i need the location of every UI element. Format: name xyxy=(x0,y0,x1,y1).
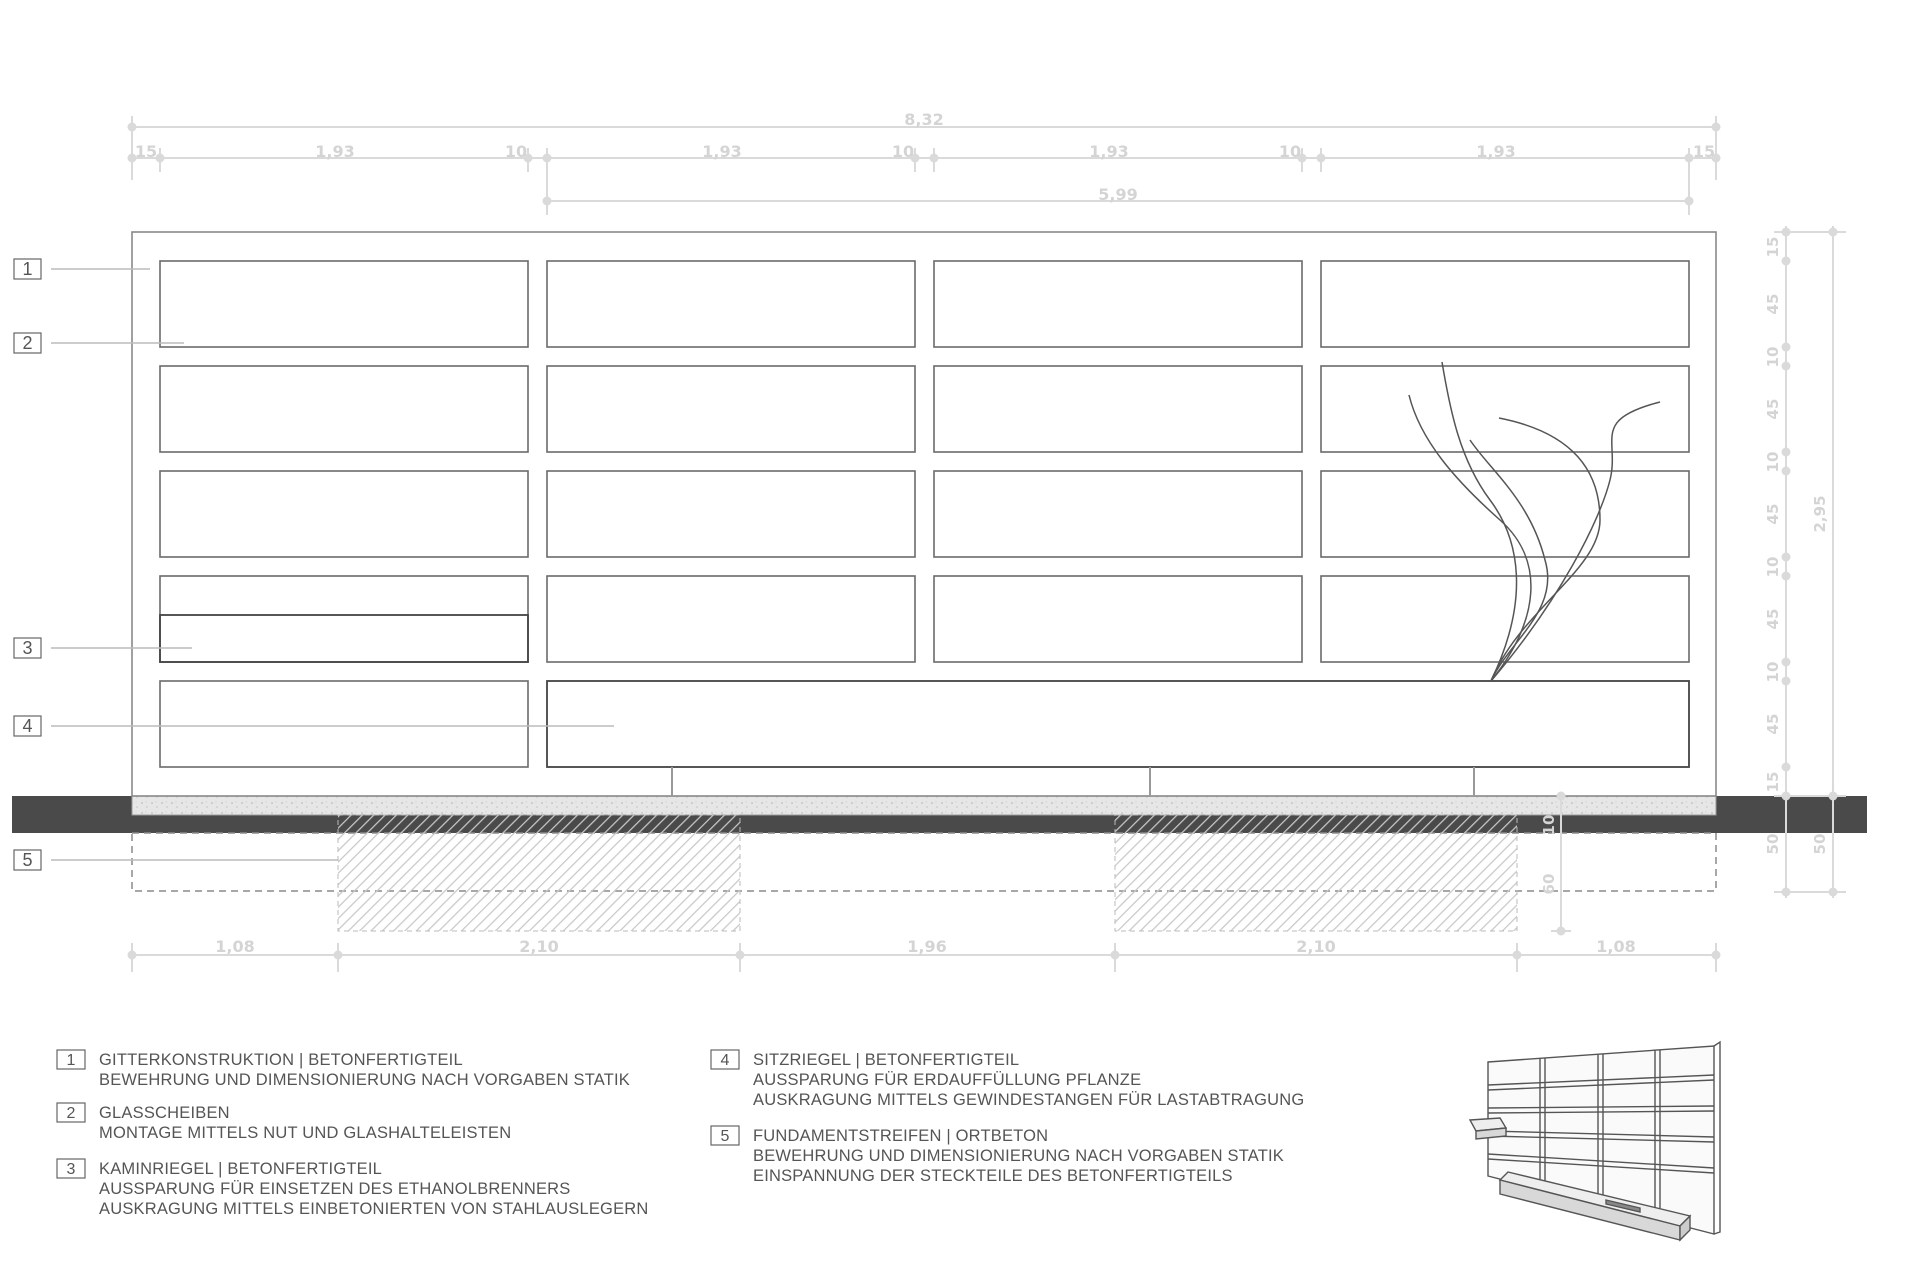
svg-text:EINSPANNUNG DER STECKTEILE DES: EINSPANNUNG DER STECKTEILE DES BETONFERTIGTEILS xyxy=(753,1167,1233,1185)
dim-gap-2: 10 xyxy=(891,142,915,161)
svg-text:GITTERKONSTRUKTION | BETONFERT: GITTERKONSTRUKTION | BETONFERTIGTEIL xyxy=(99,1051,463,1069)
dim-bench-depth: 60 xyxy=(1540,873,1558,895)
svg-text:BEWEHRUNG UND DIMENSIONIERUNG: BEWEHRUNG UND DIMENSIONIERUNG NACH VORGABEN STATIK xyxy=(99,1071,631,1089)
svg-text:BEWEHRUNG UND DIMENSIONIERUNG: BEWEHRUNG UND DIMENSIONIERUNG NACH VORGABEN STATIK xyxy=(753,1147,1285,1165)
legend-item-4 xyxy=(711,1050,1304,1109)
dim-row-9: 10 xyxy=(1764,661,1782,683)
dim-row-3: 10 xyxy=(1764,346,1782,368)
dim-bottom-1: 1,08 xyxy=(215,937,255,956)
top-dimension-lines xyxy=(128,116,1720,215)
legend-item-2 xyxy=(57,1103,511,1142)
wall-frame xyxy=(132,232,1716,796)
dim-row-4: 45 xyxy=(1764,398,1782,420)
dim-bottom-5: 1,08 xyxy=(1596,937,1636,956)
svg-text:1: 1 xyxy=(66,1052,76,1069)
svg-text:AUSKRAGUNG MITTELS GEWINDESTAN: AUSKRAGUNG MITTELS GEWINDESTANGEN FÜR LASTABTRAGUNG xyxy=(753,1091,1305,1109)
perspective-sketch xyxy=(1470,1042,1720,1240)
dim-bottom-3: 1,96 xyxy=(907,937,947,956)
dim-edge-left: 15 xyxy=(134,142,158,161)
dim-edge-right: 15 xyxy=(1692,142,1716,161)
legend-item-3 xyxy=(57,1159,649,1218)
gravel-bed xyxy=(132,796,1716,815)
legend xyxy=(57,1050,1304,1218)
dim-overall-width: 8,32 xyxy=(904,110,944,129)
dim-row-5: 10 xyxy=(1764,451,1782,473)
dim-bench-gap: 10 xyxy=(1540,814,1558,836)
callout-1 xyxy=(14,259,150,279)
dim-row-6: 45 xyxy=(1764,503,1782,525)
dim-panel-2: 1,93 xyxy=(702,142,742,161)
bottom-dimension-labels xyxy=(215,937,1635,956)
svg-text:KAMINRIEGEL | BETONFERTIGTEIL: KAMINRIEGEL | BETONFERTIGTEIL xyxy=(99,1160,383,1178)
dim-row-7: 10 xyxy=(1764,556,1782,578)
top-dimension-ticks xyxy=(128,123,1721,206)
svg-text:GLASSCHEIBEN: GLASSCHEIBEN xyxy=(99,1104,230,1122)
legend-item-1 xyxy=(57,1050,630,1089)
dim-foundation-depth: 50 xyxy=(1764,833,1782,855)
dim-row-1: 15 xyxy=(1764,236,1782,258)
svg-text:2: 2 xyxy=(66,1105,76,1122)
svg-text:AUSKRAGUNG MITTELS EINBETONIER: AUSKRAGUNG MITTELS EINBETONIERTEN VON STAHLAUSLEGERN xyxy=(99,1200,649,1218)
svg-text:5: 5 xyxy=(22,850,33,870)
dim-row-11: 15 xyxy=(1764,771,1782,793)
dim-sub-span: 5,99 xyxy=(1098,185,1138,204)
dim-overall-height: 2,95 xyxy=(1811,495,1829,533)
dim-bottom-2: 2,10 xyxy=(519,937,559,956)
dim-panel-1: 1,93 xyxy=(315,142,355,161)
svg-text:4: 4 xyxy=(720,1052,730,1069)
svg-text:AUSSPARUNG FÜR EINSETZEN DES E: AUSSPARUNG FÜR EINSETZEN DES ETHANOLBRENNERS xyxy=(99,1180,571,1198)
svg-text:2: 2 xyxy=(22,333,33,353)
foundation-strip-left xyxy=(338,815,740,931)
dim-foundation-depth-2: 50 xyxy=(1811,833,1829,855)
dim-panel-4: 1,93 xyxy=(1476,142,1516,161)
svg-text:5: 5 xyxy=(720,1128,730,1145)
svg-text:FUNDAMENTSTREIFEN | ORTBETON: FUNDAMENTSTREIFEN | ORTBETON xyxy=(753,1127,1049,1145)
foundation-strip-right xyxy=(1115,815,1517,931)
dim-panel-3: 1,93 xyxy=(1089,142,1129,161)
dim-row-8: 45 xyxy=(1764,608,1782,630)
dim-row-10: 45 xyxy=(1764,713,1782,735)
dim-row-2: 45 xyxy=(1764,293,1782,315)
svg-text:3: 3 xyxy=(66,1161,76,1178)
legend-item-5 xyxy=(711,1126,1284,1185)
dim-gap-1: 10 xyxy=(504,142,528,161)
dim-gap-3: 10 xyxy=(1278,142,1302,161)
svg-text:3: 3 xyxy=(22,638,33,658)
svg-text:MONTAGE MITTELS NUT UND GLASHA: MONTAGE MITTELS NUT UND GLASHALTELEISTEN xyxy=(99,1124,512,1142)
svg-text:4: 4 xyxy=(22,716,33,736)
svg-text:AUSSPARUNG FÜR ERDAUFFÜLLUNG P: AUSSPARUNG FÜR ERDAUFFÜLLUNG PFLANZE xyxy=(753,1071,1142,1089)
dim-bottom-4: 2,10 xyxy=(1296,937,1336,956)
callout-5 xyxy=(14,850,338,870)
svg-text:SITZRIEGEL | BETONFERTIGTEIL: SITZRIEGEL | BETONFERTIGTEIL xyxy=(753,1051,1020,1069)
svg-text:1: 1 xyxy=(22,259,33,279)
